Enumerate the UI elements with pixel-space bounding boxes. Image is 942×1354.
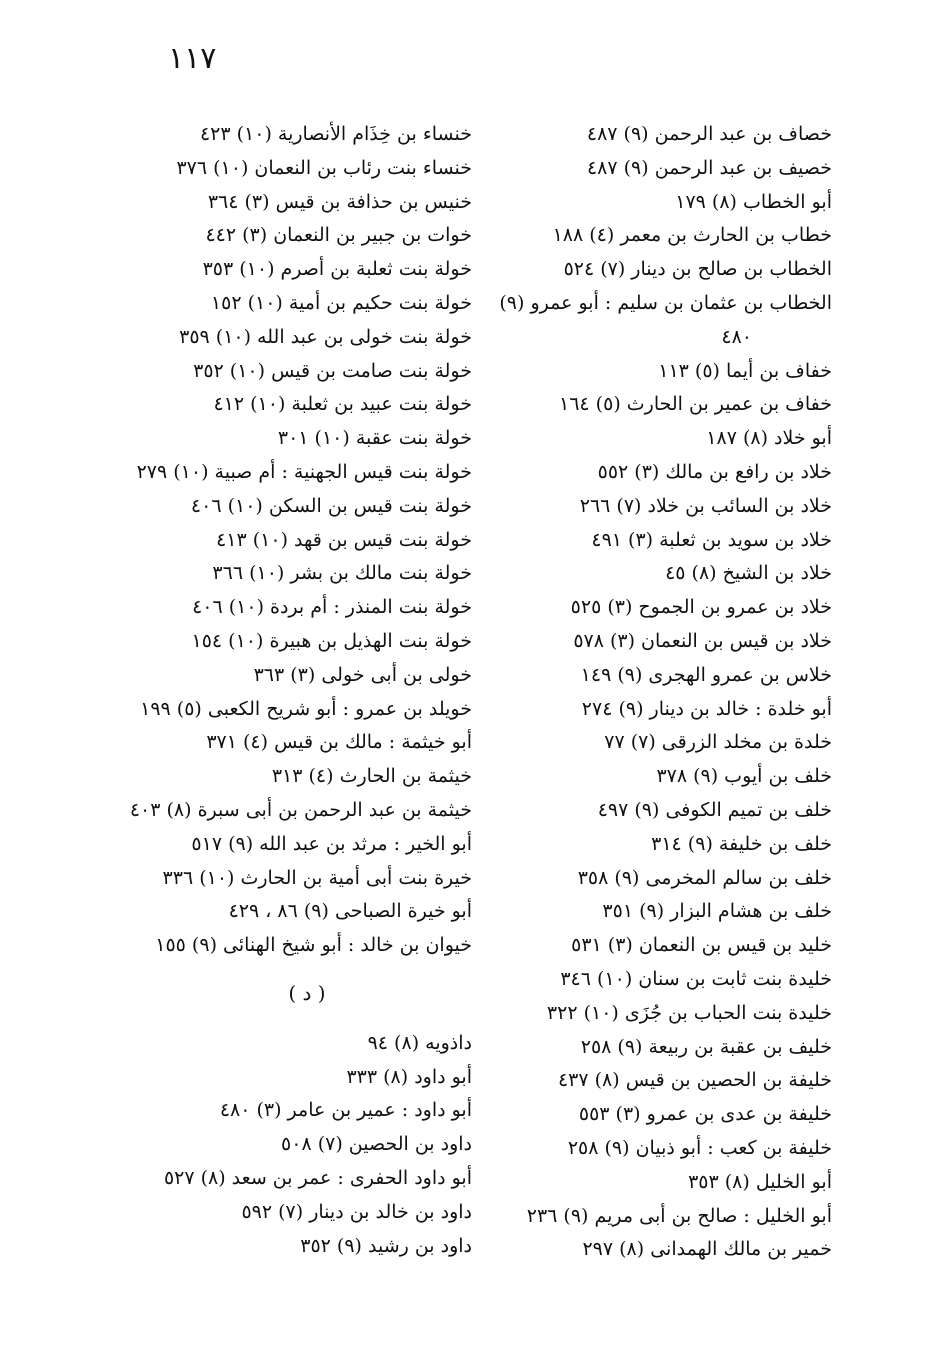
index-entry: خلاد بن السائب بن خلاد (٧) ٢٦٦ [579, 494, 832, 517]
index-entry: خليفة بن كعب : أبو ذبيان (٩) ٢٥٨ [567, 1136, 832, 1159]
index-entry: خلاد بن سويد بن ثعلبة (٣) ٤٩١ [591, 528, 832, 551]
index-entry: خلف بن تميم الكوفى (٩) ٤٩٧ [597, 798, 832, 821]
index-entry: خفاف بن أيما (٥) ١١٣ [658, 359, 832, 382]
index-entry: أبو خيرة الصباحى (٩) ٨٦ ، ٤٢٩ [228, 900, 472, 923]
index-entry: أبو الخطاب (٨) ١٧٩ [675, 190, 832, 213]
index-entry: خليفة بن عدى بن عمرو (٣) ٥٥٣ [578, 1103, 832, 1126]
index-column-left [129, 118, 472, 1263]
index-entry: خلف بن هشام البزار (٩) ٣٥١ [602, 900, 832, 923]
index-entry: خولة بنت خولى بن عبد الله (١٠) ٣٥٩ [179, 325, 472, 348]
index-entry: الخطاب بن عثمان بن سليم : أبو عمرو (٩) [499, 291, 832, 314]
index-entry: خصيف بن عبد الرحمن (٩) ٤٨٧ [586, 156, 832, 179]
index-entry: خلدة بن مخلد الزرقى (٧) ٧٧ [604, 731, 832, 754]
index-column-right [499, 118, 832, 1267]
index-entry: خولى بن أبى خولى (٣) ٣٦٣ [253, 663, 472, 686]
index-entry: خولة بنت ثعلبة بن أصرم (١٠) ٣٥٣ [202, 258, 472, 281]
index-entry: خيثمة بن الحارث (٤) ٣١٣ [271, 765, 472, 788]
index-entry: ٤٨٠ [721, 325, 752, 348]
index-entry: خلاد بن عمرو بن الجموح (٣) ٥٢٥ [570, 596, 832, 619]
index-entry: خولة بنت قيس بن السكن (١٠) ٤٠٦ [190, 494, 472, 517]
index-entry: أبو خلدة : خالد بن دينار (٩) ٢٧٤ [581, 697, 832, 720]
index-entry: داود بن خالد بن دينار (٧) ٥٩٢ [241, 1200, 472, 1223]
index-entry: أبو داود الحفرى : عمر بن سعد (٨) ٥٢٧ [163, 1166, 472, 1189]
index-entry: خولة بنت قيس الجهنية : أم صبية (١٠) ٢٧٩ [136, 460, 472, 483]
index-entry: خولة بنت الهذيل بن هبيرة (١٠) ١٥٤ [191, 629, 472, 652]
index-entry: أبو خلاد (٨) ١٨٧ [706, 427, 832, 450]
index-entry: داود بن رشيد (٩) ٣٥٢ [300, 1234, 472, 1257]
index-entry: خمير بن مالك الهمدانى (٨) ٢٩٧ [582, 1238, 832, 1261]
index-entry: خفاف بن عمير بن الحارث (٥) ١٦٤ [559, 393, 832, 416]
index-entry: أبو الخليل (٨) ٣٥٣ [688, 1170, 832, 1193]
index-entry: خليد بن قيس بن النعمان (٣) ٥٣١ [571, 934, 832, 957]
index-entry: خلاد بن رافع بن مالك (٣) ٥٥٢ [597, 460, 832, 483]
index-entry: خولة بنت حكيم بن أمية (١٠) ١٥٢ [210, 291, 472, 314]
index-entry: خولة بنت عقبة (١٠) ٣٠١ [277, 427, 472, 450]
index-entry: خنيس بن حذافة بن قيس (٣) ٣٦٤ [207, 190, 472, 213]
index-entry: خيوان بن خالد : أبو شيخ الهنائى (٩) ١٥٥ [155, 934, 472, 957]
index-entry: خيرة بنت أبى أمية بن الحارث (١٠) ٣٣٦ [162, 866, 472, 889]
index-entry: داذويه (٨) ٩٤ [367, 1031, 472, 1054]
index-entry: خليدة بنت الحباب بن جُزَى (١٠) ٣٢٢ [546, 1001, 832, 1024]
index-entry: خيثمة بن عبد الرحمن بن أبى سبرة (٨) ٤٠٣ [129, 798, 472, 821]
index-entry: خنساء بنت رئاب بن النعمان (١٠) ٣٧٦ [176, 156, 472, 179]
index-entry: خليدة بنت ثابت بن سنان (١٠) ٣٤٦ [560, 967, 832, 990]
index-entry: خنساء بن خِذَام الأنصارية (١٠) ٤٢٣ [199, 123, 472, 145]
index-entry: خلف بن أيوب (٩) ٣٧٨ [656, 765, 832, 788]
index-entry: خليف بن عقبة بن ربيعة (٩) ٢٥٨ [580, 1035, 832, 1058]
index-entry: خلف بن خليفة (٩) ٣١٤ [651, 832, 832, 855]
index-entry: أبو الخير : مرثد بن عبد الله (٩) ٥١٧ [191, 832, 472, 855]
index-entry: خلاد بن الشيخ (٨) ٤٥ [665, 562, 832, 585]
index-entry: خولة بنت صامت بن قيس (١٠) ٣٥٢ [193, 359, 472, 382]
index-entry: خولة بنت المنذر : أم بردة (١٠) ٤٠٦ [192, 596, 472, 619]
index-entry: خلف بن سالم المخرمى (٩) ٣٥٨ [577, 866, 832, 889]
index-entry: أبو داود : عمير بن عامر (٣) ٤٨٠ [219, 1099, 472, 1122]
index-entry: خصاف بن عبد الرحمن (٩) ٤٨٧ [586, 123, 832, 145]
index-entry: داود بن الحصين (٧) ٥٠٨ [281, 1133, 472, 1156]
index-entry: أبو خيثمة : مالك بن قيس (٤) ٣٧١ [206, 731, 472, 754]
index-entry: خوات بن جبير بن النعمان (٣) ٤٤٢ [205, 224, 472, 247]
index-entry: خليفة بن الحصين بن قيس (٨) ٤٣٧ [557, 1069, 832, 1092]
index-entry: خولة بنت عبيد بن ثعلبة (١٠) ٤١٢ [213, 393, 472, 416]
index-entry: خلاد بن قيس بن النعمان (٣) ٥٧٨ [573, 629, 832, 652]
page-number: ١١٧ [168, 41, 217, 76]
section-header: ( د ) [288, 980, 326, 1005]
index-entry: خلاس بن عمرو الهجرى (٩) ١٤٩ [580, 663, 832, 686]
index-entry: أبو داود (٨) ٣٣٣ [346, 1065, 472, 1088]
index-entry: خولة بنت قيس بن قهد (١٠) ٤١٣ [216, 528, 472, 551]
index-entry: خويلد بن عمرو : أبو شريح الكعبى (٥) ١٩٩ [140, 697, 472, 720]
index-entry: خولة بنت مالك بن بشر (١٠) ٣٦٦ [212, 562, 472, 585]
index-entry: خطاب بن الحارث بن معمر (٤) ١٨٨ [552, 224, 832, 247]
index-entry: الخطاب بن صالح بن دينار (٧) ٥٢٤ [563, 258, 832, 281]
index-entry: أبو الخليل : صالح بن أبى مريم (٩) ٢٣٦ [526, 1204, 832, 1227]
